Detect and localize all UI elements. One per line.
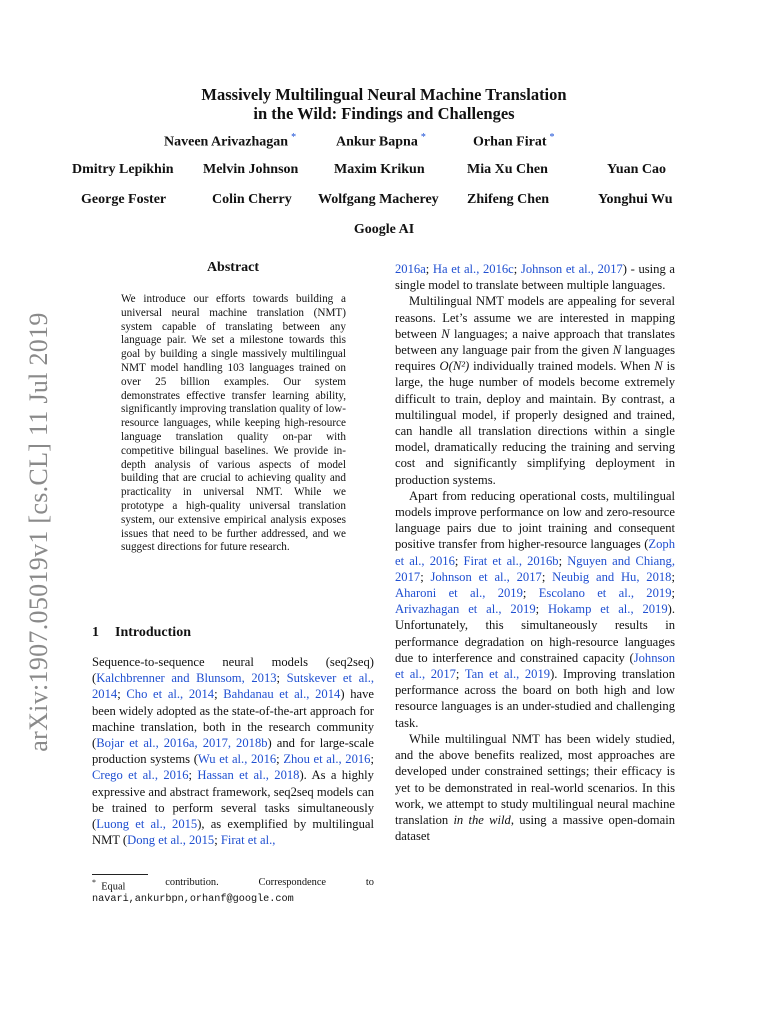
- footnote-line: * Equal contribution. Correspondence to: [92, 877, 374, 893]
- citation-link[interactable]: Neubig and Hu, 2018: [552, 569, 672, 584]
- citation-link[interactable]: Crego et al., 2016: [92, 768, 189, 783]
- citation-link[interactable]: Wu et al., 2016: [197, 752, 277, 767]
- citation-link[interactable]: Hokamp et al., 2019: [548, 602, 668, 617]
- title-line-1: Massively Multilingual Neural Machine Translation: [201, 85, 567, 104]
- citation-link[interactable]: Tan et al., 2019: [464, 667, 551, 682]
- arxiv-identifier: [22, 312, 56, 752]
- section-title: Introduction: [115, 625, 191, 640]
- citation-link[interactable]: Johnson et al., 2017: [430, 569, 542, 584]
- citation-link[interactable]: Firat et al.,: [220, 833, 276, 848]
- citation-link[interactable]: Ha et al., 2016c: [432, 262, 514, 276]
- citation-link[interactable]: Kalchbrenner and Blunsom, 2013: [96, 671, 277, 686]
- math-symbol: N: [654, 359, 663, 374]
- intro-left-column: [92, 654, 374, 848]
- citation-link[interactable]: Escolano et al., 2019: [538, 586, 672, 601]
- intro-paragraph-continued: 2016a; Ha et al., 2016c; Johnson et al., 2017) - using a single model to translate between multiple languages.: [395, 262, 675, 293]
- author: Naveen Arivazhagan *: [164, 132, 297, 150]
- citation-link[interactable]: Cho et al., 2014: [126, 687, 215, 702]
- section-heading: [92, 625, 191, 641]
- intro-paragraph: Sequence-to-sequence neural models (seq2seq) (Kalchbrenner and Blunsom, 2013; Sutskever et al., 2014; Cho et al., 2014; Bahdanau et al., 2014) have been widely adopted as the state-of-the-art approach for machine translation, both in the research community (Bojar et al., 2016a, 2017, 2018b) and for large-scale production systems (Wu et al., 2016; Zhou et al., 2016; Crego et al., 2016; Hassan et al., 2018). As a highly expressive and abstract framework, seq2seq models can be trained to perform several tasks simultaneously (Luong et al., 2015), as exemplified by multilingual NMT (Dong et al., 2015; Firat et al.,: [92, 655, 374, 848]
- equal-contribution-mark: *: [291, 132, 297, 143]
- title-line-2: in the Wild: Findings and Challenges: [253, 104, 515, 123]
- intro-right-column: [395, 261, 675, 844]
- equal-contribution-mark: *: [420, 132, 426, 143]
- author: Maxim Krikun: [334, 162, 425, 177]
- intro-paragraph: While multilingual NMT has been widely studied, and the above benefits realized, most approaches are developed under constrained settings; their efficacy is yet to be demonstrated in real-world scenarios. In this work, we attempt to study multilingual neural machine translation in the wild, using a massive open-domain dataset: [395, 731, 675, 844]
- author: Wolfgang Macherey: [318, 192, 439, 207]
- math-expression: O(N²): [439, 359, 470, 374]
- citation-link[interactable]: Dong et al., 2015: [127, 833, 215, 848]
- author: Melvin Johnson: [203, 162, 299, 177]
- citation-link[interactable]: Arivazhagan et al., 2019: [395, 602, 536, 617]
- author: Dmitry Lepikhin: [72, 162, 174, 177]
- citation-link[interactable]: Nguyen and Chiang, 2017: [395, 553, 675, 584]
- paper-title: [90, 85, 678, 123]
- citation-link[interactable]: Luong et al., 2015: [96, 817, 198, 832]
- emphasis-text: in the wild: [453, 812, 511, 827]
- author: Orhan Firat *: [473, 132, 555, 150]
- citation-link[interactable]: Johnson et al., 2017: [395, 650, 675, 682]
- citation-link[interactable]: 2016a: [395, 262, 426, 276]
- abstract-text: We introduce our efforts towards building a universal neural machine translation (NMT) system capable of translating between any language pair. We set a milestone towards this goal by building a single massively multilingual NMT model handling 103 languages trained on over 25 billion examples. Our system demonstrates effective transfer learning ability, significantly improving translation quality of low-resource languages, while keeping high-resource language translation quality on-par with competitive bilingual baselines. We provide in-depth analysis of various aspects of model building that are crucial to achieving quality and practicality in universal NMT. While we prototype a high-quality universal translation system, our extensive empirical analysis exposes issues that need to be further addressed, and we suggest directions for future research.: [121, 293, 346, 554]
- math-symbol: N: [441, 326, 450, 341]
- author: Zhifeng Chen: [467, 192, 550, 207]
- intro-paragraph: Apart from reducing operational costs, multilingual models improve performance on low and zero-resource language pairs due to joint training and consequent positive transfer from higher-resource languages (Zoph et al., 2016; Firat et al., 2016b; Nguyen and Chiang, 2017; Johnson et al., 2017; Neubig and Hu, 2018; Aharoni et al., 2019; Escolano et al., 2019; Arivazhagan et al., 2019; Hokamp et al., 2019). Unfortunately, this simultaneously results in performance degradation on high-resource languages due to interference and constrained capacity (Johnson et al., 2017; Tan et al., 2019). Improving translation performance across the board on both high and low resource languages is an under-studied and challenging task.: [395, 488, 676, 730]
- affiliation: Google AI: [353, 222, 415, 237]
- citation-link[interactable]: Hassan et al., 2018: [197, 768, 300, 783]
- author: Ankur Bapna *: [336, 132, 426, 150]
- citation-link[interactable]: Aharoni et al., 2019: [395, 586, 523, 601]
- math-symbol: N: [612, 343, 622, 358]
- citation-link[interactable]: Johnson et al., 2017: [520, 262, 623, 276]
- citation-link[interactable]: Zoph et al., 2016: [395, 537, 675, 568]
- footnote-rule: [92, 874, 148, 875]
- intro-paragraph: Multilingual NMT models are appealing for several reasons. Let’s assume we are interested in mapping between N languages; a naive approach that translates between any language pair from the given N languages requires O(N²) individually trained models. When N is large, the huge number of models become extremely difficult to train, deploy and maintain. By contrast, a multilingual model, if properly designed and trained, can handle all translation directions within a single model, dramatically reducing the training and serving cost and significantly simplifying deployment in production systems.: [395, 294, 676, 487]
- equal-contribution-mark: *: [549, 132, 555, 143]
- citation-link[interactable]: Zhou et al., 2016: [283, 752, 371, 767]
- abstract-heading: Abstract: [206, 260, 260, 275]
- author: George Foster: [81, 192, 167, 207]
- citation-link[interactable]: Bahdanau et al., 2014: [223, 687, 341, 702]
- arxiv-identifier-text: arXiv:1907.05019v1 [cs.CL] 11 Jul 2019: [24, 312, 53, 752]
- footnote-mark: *: [92, 878, 96, 887]
- citation-link[interactable]: Bojar et al., 2016a, 2017, 2018b: [96, 736, 268, 751]
- author: Mia Xu Chen: [467, 162, 548, 177]
- section-number: 1: [92, 625, 99, 640]
- citation-link[interactable]: Firat et al., 2016b: [463, 553, 559, 568]
- author: Colin Cherry: [212, 192, 292, 207]
- footnote-email[interactable]: navari,ankurbpn,orhanf@google.com: [92, 894, 294, 906]
- author: Yuan Cao: [607, 162, 667, 177]
- author: Yonghui Wu: [598, 192, 673, 207]
- footnote: [92, 876, 374, 906]
- citation-link[interactable]: Sutskever et al., 2014: [92, 671, 374, 702]
